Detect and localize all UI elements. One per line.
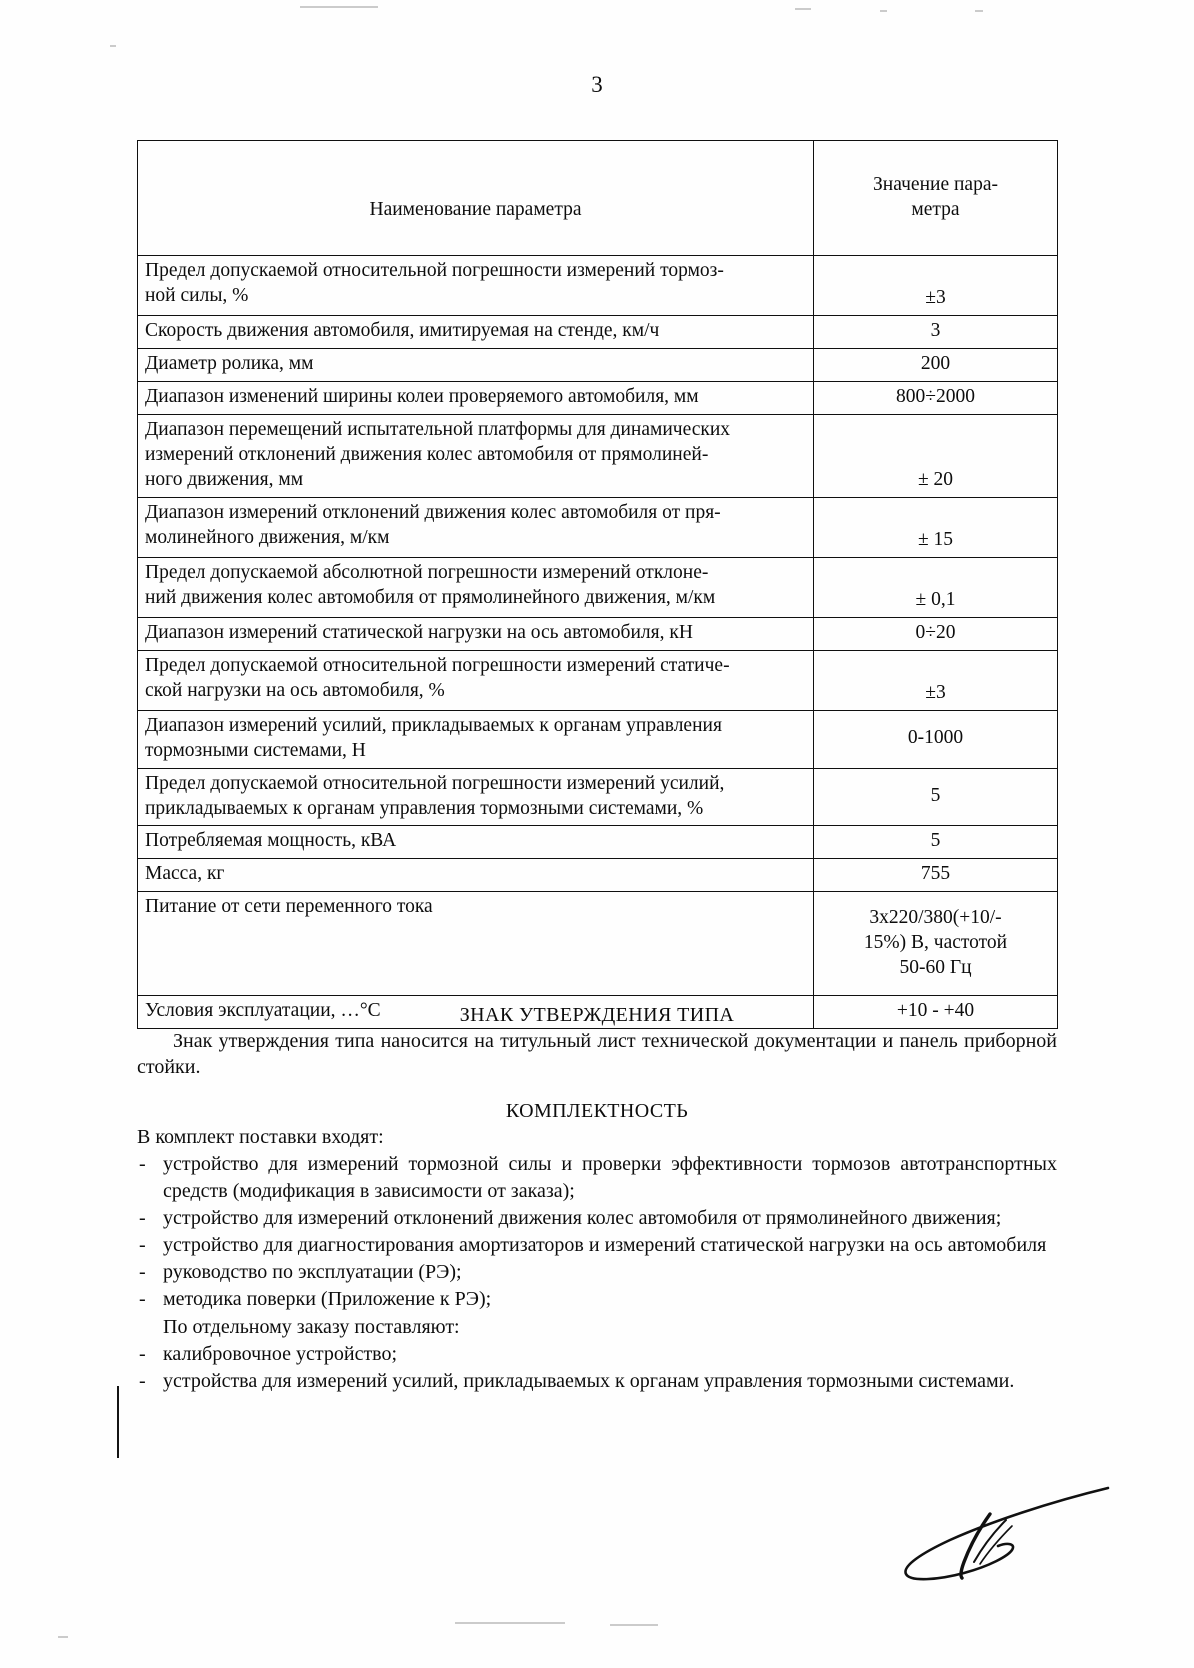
approval-section-title: ЗНАК УТВЕРЖДЕНИЯ ТИПА	[459, 1004, 735, 1026]
list-item-label: устройства для измерений усилий, прикладываемых к органам управления тормозными системами.	[163, 1369, 1015, 1392]
table-row	[138, 768, 1058, 826]
table-body	[138, 256, 1058, 1029]
table-row	[138, 497, 1058, 557]
list-item	[137, 1151, 1057, 1203]
scan-artifact	[975, 10, 983, 12]
list-item	[137, 1259, 1057, 1285]
parameter-name-cell: Масса, кг	[138, 859, 814, 892]
parameter-value-cell: 0-1000	[814, 710, 1058, 768]
scan-artifact	[300, 6, 378, 8]
list-item	[137, 1205, 1057, 1231]
scan-artifact	[795, 8, 811, 10]
parameter-value-cell: 200	[814, 348, 1058, 381]
signature-icon	[840, 1470, 1120, 1600]
parameter-value-cell: 0÷20	[814, 617, 1058, 650]
completeness-section	[137, 1098, 1057, 1394]
completeness-section-title: КОМПЛЕКТНОСТЬ	[505, 1100, 689, 1122]
scan-artifact	[110, 45, 116, 47]
list-item	[137, 1286, 1057, 1312]
parameter-value-cell: ± 15	[814, 497, 1058, 557]
list-item-label: методика поверки (Приложение к РЭ);	[163, 1288, 492, 1311]
list-item-label: устройство для измерений тормозной силы и проверки эффективности тормозов автотранспортных средств (модификация в зависимости от заказа);	[163, 1153, 1057, 1202]
table-row	[138, 617, 1058, 650]
list-dash-icon: -	[139, 1288, 146, 1311]
approval-section-paragraph: Знак утверждения типа наносится на титульный лист технической документации и панель приборной стойки.	[137, 1030, 1057, 1079]
scan-artifact	[455, 1622, 565, 1624]
separate-order-note-label: По отдельному заказу поставляют:	[163, 1315, 460, 1338]
list-item	[137, 1368, 1057, 1394]
table-row	[138, 557, 1058, 617]
specifications-table	[137, 140, 1058, 1029]
list-item-label: устройство для измерений отклонений движения колес автомобиля от прямолинейного движения;	[163, 1206, 1002, 1229]
parameter-value-cell: ± 20	[814, 414, 1058, 497]
completeness-list	[137, 1151, 1057, 1394]
page-number: 3	[591, 72, 603, 97]
column-header-value: Значение пара- метра	[814, 141, 1058, 256]
table-row	[138, 650, 1058, 710]
table-row	[138, 826, 1058, 859]
column-header-parameter: Наименование параметра	[138, 141, 814, 256]
signature	[840, 1470, 1120, 1600]
list-dash-icon: -	[139, 1233, 146, 1256]
parameter-name-cell: Диапазон измерений отклонений движения колес автомобиля от пря- молинейного движения, м/км	[138, 497, 814, 557]
parameter-value-cell: 800÷2000	[814, 381, 1058, 414]
parameter-value-cell: 755	[814, 859, 1058, 892]
scan-artifact	[880, 10, 887, 12]
table-row	[138, 381, 1058, 414]
list-dash-icon: -	[139, 1206, 146, 1229]
parameter-value-cell: +10 - +40	[814, 996, 1058, 1029]
parameter-name-cell: Предел допускаемой относительной погрешности измерений тормоз- ной силы, %	[138, 256, 814, 316]
table-header-row	[138, 141, 1058, 256]
parameter-name-cell: Диапазон измерений усилий, прикладываемых к органам управления тормозными системами, Н	[138, 710, 814, 768]
completeness-intro: В комплект поставки входят:	[137, 1126, 384, 1149]
list-dash-icon: -	[139, 1369, 146, 1392]
list-item-label: руководство по эксплуатации (РЭ);	[163, 1261, 462, 1284]
parameter-value-cell: 3	[814, 316, 1058, 349]
parameter-name-cell: Диапазон перемещений испытательной платформы для динамических измерений отклонений движения колес автомобиля от прямолиней- ного движения, мм	[138, 414, 814, 497]
list-item	[137, 1341, 1057, 1367]
parameter-value-cell: 3х220/380(+10/- 15%) В, частотой 50-60 Гц	[814, 892, 1058, 996]
separate-order-note	[137, 1314, 1057, 1340]
parameter-name-cell: Предел допускаемой относительной погрешности измерений статиче- ской нагрузки на ось автомобиля, %	[138, 650, 814, 710]
list-item-label: устройство для диагностирования амортизаторов и измерений статической нагрузки на ось автомобиля	[163, 1233, 1047, 1256]
parameter-value-cell: ± 0,1	[814, 557, 1058, 617]
margin-change-bar	[117, 1386, 119, 1458]
list-dash-icon: -	[139, 1261, 146, 1284]
table-row	[138, 414, 1058, 497]
parameter-name-cell: Условия эксплуатации, …°С	[138, 996, 814, 1029]
list-item-label: калибровочное устройство;	[163, 1342, 398, 1365]
table-row	[138, 348, 1058, 381]
table-row	[138, 256, 1058, 316]
parameter-value-cell: 5	[814, 768, 1058, 826]
parameter-name-cell: Предел допускаемой абсолютной погрешности измерений отклоне- ний движения колес автомобиля от прямолинейного движения, м/км	[138, 557, 814, 617]
list-dash-icon: -	[139, 1153, 146, 1176]
list-item	[137, 1232, 1057, 1258]
parameter-name-cell: Диапазон изменений ширины колеи проверяемого автомобиля, мм	[138, 381, 814, 414]
table-row	[138, 859, 1058, 892]
parameter-value-cell: 5	[814, 826, 1058, 859]
approval-mark-section	[137, 1002, 1057, 1081]
parameter-value-cell: ±3	[814, 256, 1058, 316]
list-dash-icon: -	[139, 1342, 146, 1365]
parameter-name-cell: Потребляемая мощность, кВА	[138, 826, 814, 859]
parameter-name-cell: Скорость движения автомобиля, имитируемая на стенде, км/ч	[138, 316, 814, 349]
table-row	[138, 892, 1058, 996]
table-row	[138, 710, 1058, 768]
parameter-name-cell: Диаметр ролика, мм	[138, 348, 814, 381]
parameter-name-cell: Диапазон измерений статической нагрузки на ось автомобиля, кН	[138, 617, 814, 650]
parameter-name-cell: Предел допускаемой относительной погрешности измерений усилий, прикладываемых к органам управления тормозными системами, %	[138, 768, 814, 826]
table-row	[138, 316, 1058, 349]
scan-artifact	[58, 1636, 68, 1638]
parameter-name-cell: Питание от сети переменного тока	[138, 892, 814, 996]
parameter-value-cell: ±3	[814, 650, 1058, 710]
scan-artifact	[610, 1624, 658, 1626]
